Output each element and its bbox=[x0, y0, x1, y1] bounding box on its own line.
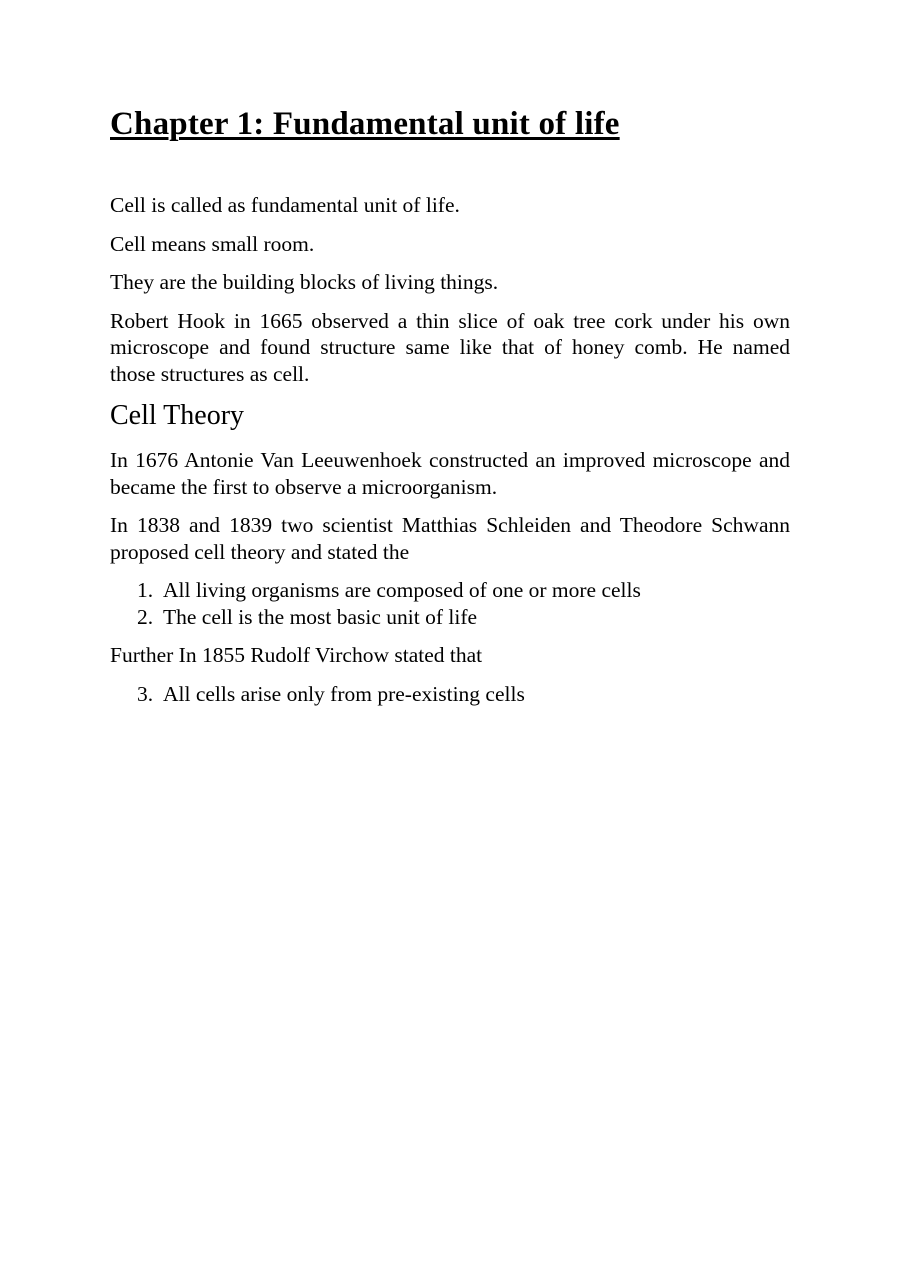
list-item-text: The cell is the most basic unit of life bbox=[163, 604, 478, 629]
list-item-text: All living organisms are composed of one or more cells bbox=[163, 578, 641, 602]
paragraph-virchow: Further In 1855 Rudolf Virchow stated that bbox=[110, 643, 483, 667]
section-heading-cell-theory: Cell Theory bbox=[110, 400, 245, 431]
paragraph-cell-fundamental: Cell is called as fundamental unit of life. bbox=[110, 193, 460, 217]
list-item bbox=[110, 604, 790, 631]
list-item bbox=[110, 681, 790, 708]
paragraph-cell-small-room: Cell means small room. bbox=[110, 231, 315, 256]
paragraph-leeuwenhoek: In 1676 Antonie Van Leeuwenhoek constructed an improved microscope and became the first to observe a microorganism. bbox=[110, 448, 790, 499]
cell-theory-list bbox=[110, 577, 790, 630]
list-item bbox=[110, 577, 790, 604]
paragraph-schleiden-schwann: In 1838 and 1839 two scientist Matthias Schleiden and Theodore Schwann proposed cell theory and stated the bbox=[110, 513, 790, 564]
list-item-text: All cells arise only from pre-existing cells bbox=[163, 681, 525, 706]
cell-theory-list-continued bbox=[110, 681, 790, 708]
list-item-number: 2. bbox=[137, 604, 154, 629]
paragraph-robert-hook: Robert Hook in 1665 observed a thin slice of oak tree cork under his own microscope and found structure same like that of honey comb. He named those structures as cell. bbox=[110, 308, 790, 386]
list-item-number: 1. bbox=[137, 578, 154, 602]
paragraph-building-blocks: They are the building blocks of living things. bbox=[110, 270, 499, 294]
list-item-number: 3. bbox=[137, 681, 154, 706]
chapter-title: Chapter 1: Fundamental unit of life bbox=[110, 106, 620, 142]
